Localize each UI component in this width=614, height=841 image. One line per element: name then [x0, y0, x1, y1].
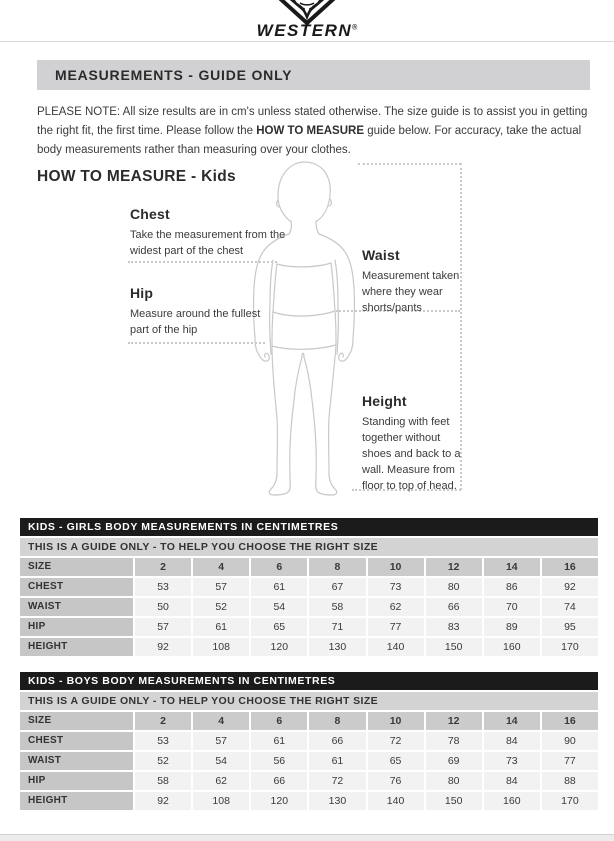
measure-value-cell: 57	[193, 578, 249, 596]
measure-value-cell: 65	[251, 618, 307, 636]
hip-label	[130, 285, 280, 338]
height-top-line	[358, 163, 461, 165]
size-column-header: 14	[484, 558, 540, 576]
measure-row-label: CHEST	[20, 732, 133, 750]
measure-value-cell: 84	[484, 732, 540, 750]
measure-value-cell: 80	[426, 772, 482, 790]
registered-mark: ®	[352, 24, 358, 32]
measure-value-cell: 108	[193, 792, 249, 810]
table-grid	[20, 558, 598, 656]
measure-row-label: HEIGHT	[20, 792, 133, 810]
height-label	[362, 393, 472, 494]
measure-value-cell: 95	[542, 618, 598, 636]
brand-logo	[0, 0, 614, 42]
measure-value-cell: 56	[251, 752, 307, 770]
measure-value-cell: 73	[368, 578, 424, 596]
page-title: MEASUREMENTS - GUIDE ONLY	[37, 60, 590, 90]
measure-value-cell: 83	[426, 618, 482, 636]
size-column-header: 6	[251, 558, 307, 576]
measure-value-cell: 65	[368, 752, 424, 770]
hip-description: Measure around the fullest part of the hip	[130, 308, 261, 336]
measure-value-cell: 76	[368, 772, 424, 790]
measure-value-cell: 70	[484, 598, 540, 616]
measure-value-cell: 72	[309, 772, 365, 790]
measure-value-cell: 50	[135, 598, 191, 616]
measure-value-cell: 58	[309, 598, 365, 616]
hip-measure-line	[128, 342, 265, 344]
measure-value-cell: 54	[251, 598, 307, 616]
measure-value-cell: 71	[309, 618, 365, 636]
size-column-header: 16	[542, 712, 598, 730]
measure-value-cell: 92	[135, 638, 191, 656]
measure-value-cell: 74	[542, 598, 598, 616]
table-title: KIDS - GIRLS BODY MEASUREMENTS IN CENTIMETRES	[20, 518, 598, 536]
measure-value-cell: 53	[135, 732, 191, 750]
chest-measure-line	[128, 261, 277, 263]
measure-value-cell: 61	[193, 618, 249, 636]
size-column-header: 12	[426, 712, 482, 730]
boys-size-table	[20, 672, 598, 810]
size-column-header: 8	[309, 558, 365, 576]
measure-value-cell: 130	[309, 792, 365, 810]
measure-value-cell: 61	[309, 752, 365, 770]
measure-row-label: HIP	[20, 772, 133, 790]
table-subtitle: THIS IS A GUIDE ONLY - TO HELP YOU CHOOSE THE RIGHT SIZE	[20, 538, 598, 556]
measure-value-cell: 78	[426, 732, 482, 750]
measure-value-cell: 92	[135, 792, 191, 810]
measure-value-cell: 52	[135, 752, 191, 770]
waist-title: Waist	[362, 247, 400, 263]
measure-value-cell: 140	[368, 638, 424, 656]
chest-description: Take the measurement from the widest part of the chest	[130, 229, 286, 257]
measure-value-cell: 80	[426, 578, 482, 596]
measure-value-cell: 69	[426, 752, 482, 770]
measure-value-cell: 92	[542, 578, 598, 596]
height-description: Standing with feet together without shoes and back to a wall. Measure from floor to top of head.	[362, 416, 461, 492]
measure-value-cell: 53	[135, 578, 191, 596]
measure-value-cell: 120	[251, 638, 307, 656]
measure-row-label: HEIGHT	[20, 638, 133, 656]
measure-row-label: CHEST	[20, 578, 133, 596]
measure-value-cell: 84	[484, 772, 540, 790]
measure-value-cell: 73	[484, 752, 540, 770]
size-column-header: 8	[309, 712, 365, 730]
measure-value-cell: 170	[542, 638, 598, 656]
measure-value-cell: 150	[426, 638, 482, 656]
measure-row-label: WAIST	[20, 598, 133, 616]
measure-value-cell: 62	[368, 598, 424, 616]
measure-value-cell: 86	[484, 578, 540, 596]
size-column-header: 10	[368, 558, 424, 576]
measure-value-cell: 90	[542, 732, 598, 750]
waist-label	[362, 247, 477, 316]
chest-label	[130, 206, 300, 259]
measure-row-label: WAIST	[20, 752, 133, 770]
measure-row-label: HIP	[20, 618, 133, 636]
size-row-label: SIZE	[20, 712, 133, 730]
chest-title: Chest	[130, 206, 170, 222]
measure-value-cell: 77	[368, 618, 424, 636]
measure-value-cell: 62	[193, 772, 249, 790]
measure-value-cell: 66	[251, 772, 307, 790]
height-title: Height	[362, 393, 407, 409]
measure-value-cell: 72	[368, 732, 424, 750]
size-note-text: PLEASE NOTE: All size results are in cm's unless stated otherwise. The size guide is to assist you in getting the right fit, the first time. Please follow the HOW TO MEASURE guide below. For accuracy, take the actual body measurements rather than measuring over your clothes.	[37, 106, 588, 156]
measure-value-cell: 52	[193, 598, 249, 616]
hip-title: Hip	[130, 285, 154, 301]
measure-value-cell: 160	[484, 638, 540, 656]
measure-value-cell: 66	[309, 732, 365, 750]
measure-value-cell: 88	[542, 772, 598, 790]
table-title: KIDS - BOYS BODY MEASUREMENTS IN CENTIMETRES	[20, 672, 598, 690]
measure-value-cell: 58	[135, 772, 191, 790]
measure-value-cell: 57	[193, 732, 249, 750]
measure-value-cell: 77	[542, 752, 598, 770]
how-to-measure-heading: HOW TO MEASURE - Kids	[37, 168, 236, 185]
measure-value-cell: 89	[484, 618, 540, 636]
header-divider	[0, 41, 614, 42]
measure-value-cell: 57	[135, 618, 191, 636]
measure-value-cell: 61	[251, 578, 307, 596]
brand-wordmark: WESTERN®	[256, 21, 358, 40]
size-column-header: 16	[542, 558, 598, 576]
measure-value-cell: 150	[426, 792, 482, 810]
waist-description: Measurement taken where they wear shorts/pants	[362, 270, 460, 314]
measure-value-cell: 120	[251, 792, 307, 810]
size-column-header: 4	[193, 712, 249, 730]
measure-value-cell: 54	[193, 752, 249, 770]
size-column-header: 4	[193, 558, 249, 576]
girls-size-table	[20, 518, 598, 656]
size-column-header: 6	[251, 712, 307, 730]
size-column-header: 12	[426, 558, 482, 576]
measure-value-cell: 66	[426, 598, 482, 616]
table-subtitle: THIS IS A GUIDE ONLY - TO HELP YOU CHOOSE THE RIGHT SIZE	[20, 692, 598, 710]
measure-value-cell: 130	[309, 638, 365, 656]
measure-value-cell: 67	[309, 578, 365, 596]
size-column-header: 2	[135, 712, 191, 730]
measure-value-cell: 170	[542, 792, 598, 810]
table-grid	[20, 712, 598, 810]
size-column-header: 2	[135, 558, 191, 576]
measure-value-cell: 61	[251, 732, 307, 750]
measure-value-cell: 140	[368, 792, 424, 810]
footer-divider	[0, 834, 614, 841]
measure-value-cell: 108	[193, 638, 249, 656]
size-row-label: SIZE	[20, 558, 133, 576]
size-column-header: 10	[368, 712, 424, 730]
size-column-header: 14	[484, 712, 540, 730]
measure-value-cell: 160	[484, 792, 540, 810]
